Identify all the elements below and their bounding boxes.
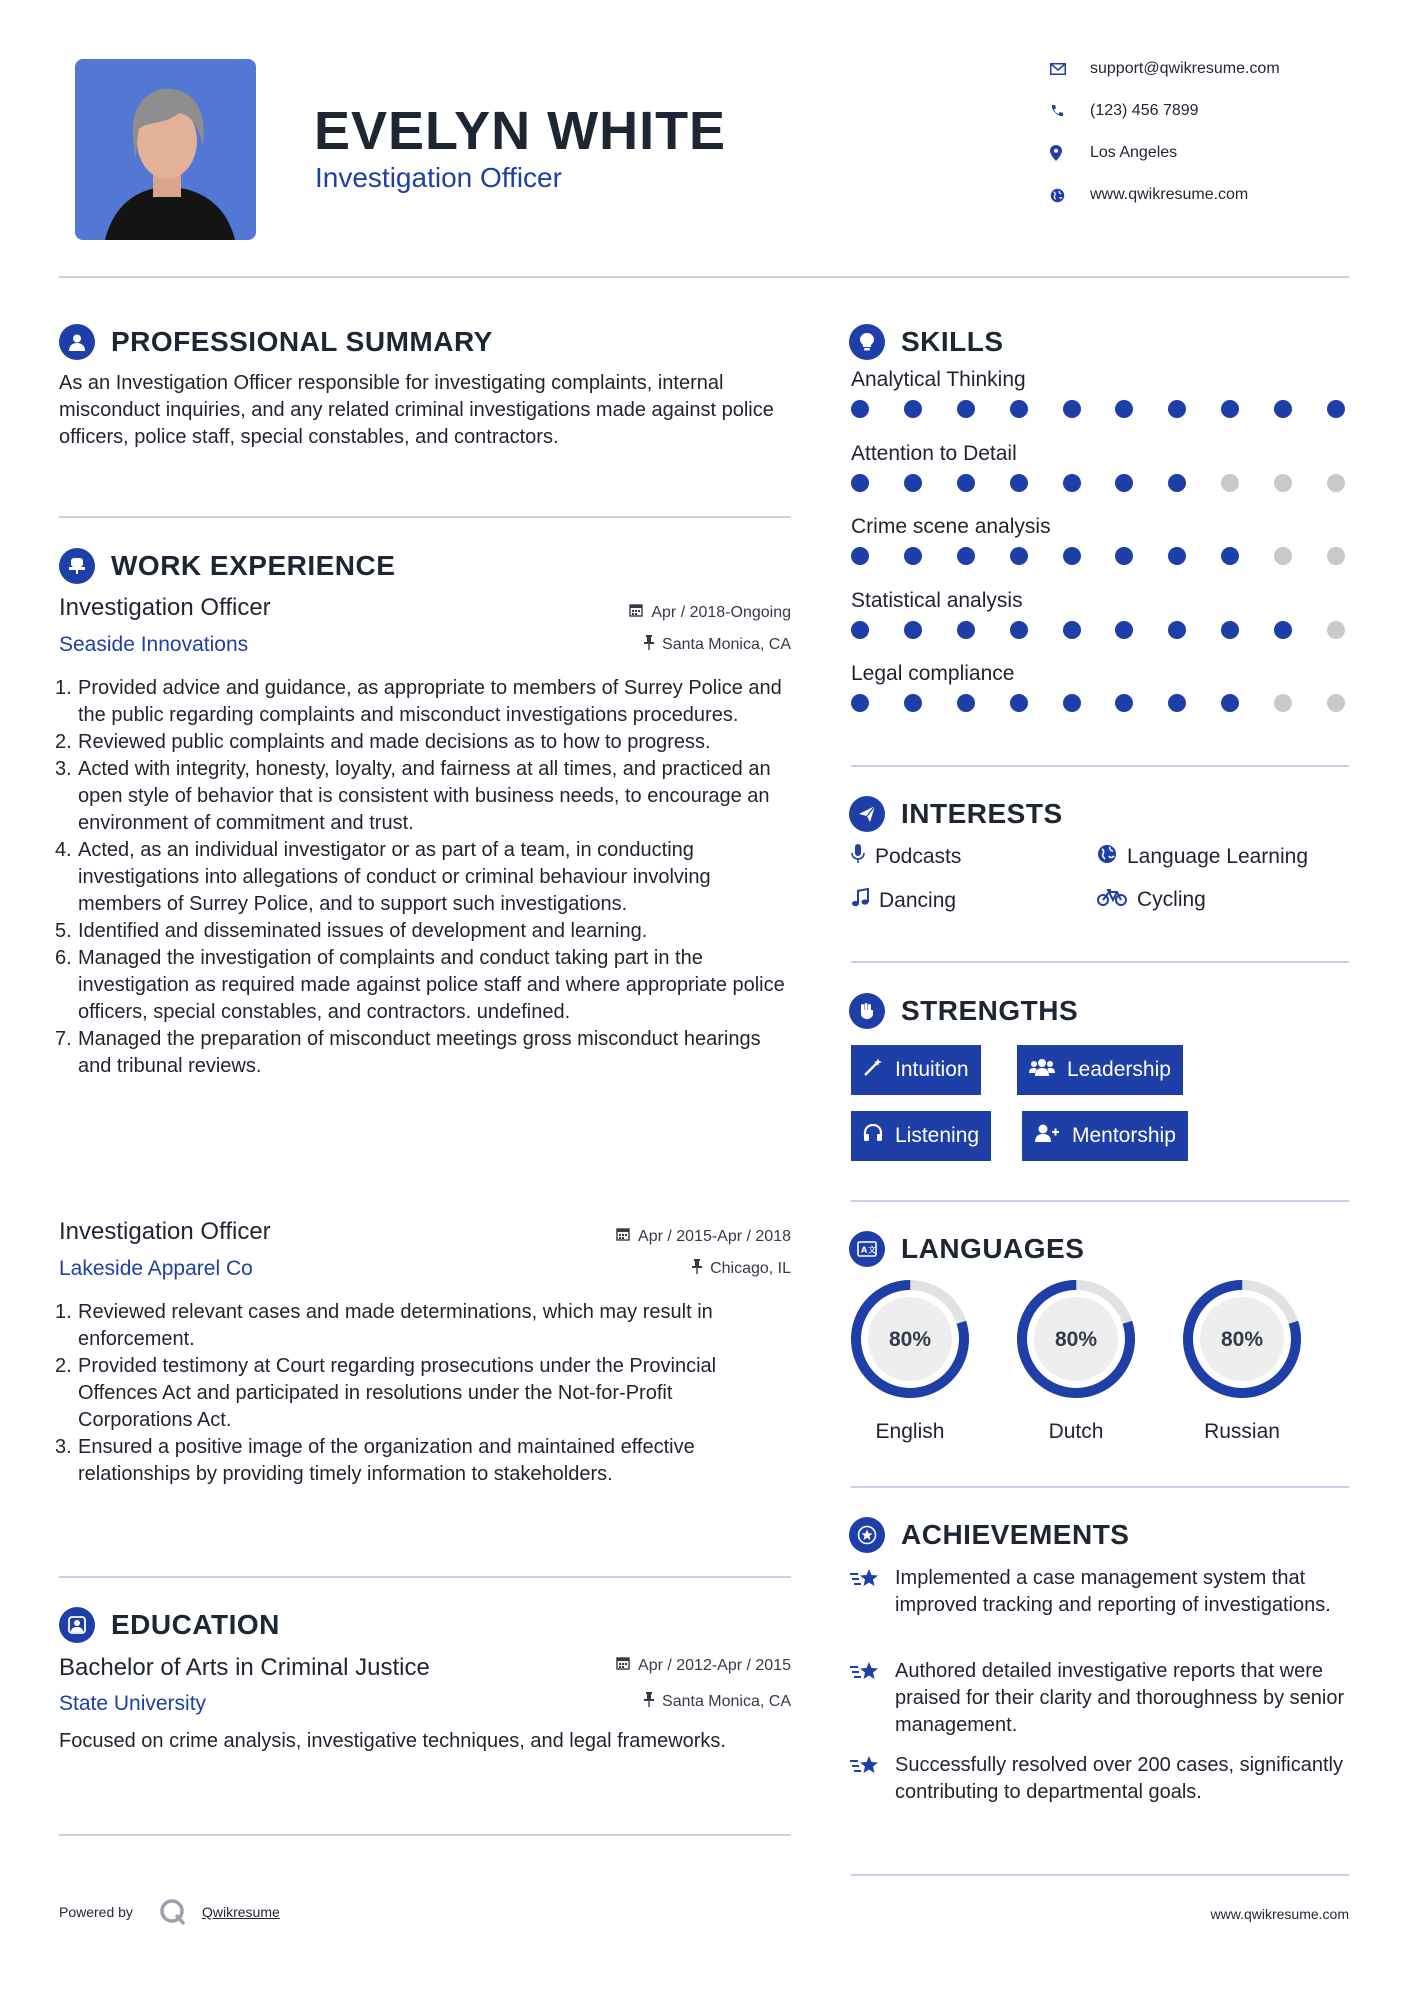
job-location [480, 635, 791, 655]
candidate-name: EVELYN WHITE [314, 101, 727, 161]
contact-email-text: support@qwikresume.com [1090, 60, 1280, 77]
education-heading [59, 1607, 280, 1643]
map-pin-icon [1050, 145, 1090, 161]
contact-website[interactable] [1050, 183, 1350, 207]
rating-dot-filled [1063, 547, 1081, 565]
header-divider [59, 276, 1349, 278]
languages-list [840, 1275, 1350, 1450]
contact-email[interactable] [1050, 57, 1350, 81]
rating-dot-filled [1010, 694, 1028, 712]
strength-badge [1022, 1111, 1188, 1161]
rating-dot-filled [904, 400, 922, 418]
skill-rating [851, 621, 1345, 639]
skill-item [851, 442, 1351, 516]
shooting-star-icon [849, 1752, 883, 1806]
job-dates-text: Apr / 2015-Apr / 2018 [638, 1227, 791, 1245]
headphones-icon [863, 1124, 883, 1148]
education-description: Focused on crime analysis, investigative techniques, and legal frameworks. [59, 1730, 726, 1752]
strength-label: Intuition [895, 1058, 969, 1081]
summary-text: As an Investigation Officer responsible for investigating complaints, internal misconduct inquiries, and any related criminal investigations made against police officers, police staff, special constables, and contractors. [59, 372, 774, 448]
rating-dot-filled [957, 621, 975, 639]
rating-dot-filled [1168, 400, 1186, 418]
briefcase-chair-icon [59, 548, 95, 584]
bicycle-icon [1097, 888, 1127, 912]
rating-dot-filled [957, 400, 975, 418]
language-name: English [875, 1420, 945, 1443]
calendar-icon [616, 1656, 630, 1675]
list-item: 1. Provided advice and guidance, as appropriate to members of Surrey Police and the public regarding complaints and misconduct investigations procedures. [55, 677, 782, 726]
skill-item [851, 368, 1351, 442]
skill-item [851, 589, 1351, 663]
strengths-divider [851, 1200, 1349, 1202]
interests-divider [851, 961, 1349, 963]
skill-rating [851, 400, 1345, 418]
skills-title: SKILLS [901, 326, 1004, 357]
skills-list [851, 368, 1351, 736]
education-location [480, 1692, 791, 1712]
rating-dot-filled [851, 621, 869, 639]
list-item: 3. Ensured a positive image of the organization and maintained effective relationships by providing timely information to stakeholders. [55, 1436, 695, 1485]
achievement-text: Authored detailed investigative reports that were praised for their clarity and thoroughness by senior management. [895, 1660, 1345, 1736]
education-dates-text: Apr / 2012-Apr / 2015 [638, 1656, 791, 1674]
list-item: 3. Acted with integrity, honesty, loyalty, and fairness at all times, and practiced an open style of behavior that is consistent with business needs, to encourage an environment of commitment and trust. [55, 758, 771, 834]
achievement-item [849, 1752, 1349, 1806]
magic-wand-icon [863, 1057, 883, 1083]
job-location-text: Santa Monica, CA [662, 636, 791, 653]
language-progress-ring [1172, 1275, 1312, 1403]
envelope-icon [1050, 63, 1090, 75]
skill-name: Analytical Thinking [851, 368, 1026, 391]
education-location-text: Santa Monica, CA [662, 1693, 791, 1710]
education-dates [480, 1656, 791, 1675]
languages-divider [851, 1486, 1349, 1488]
job-dates [480, 1227, 791, 1246]
interest-label: Language Learning [1127, 845, 1309, 868]
language-progress-ring [1006, 1275, 1146, 1403]
users-icon [1029, 1057, 1055, 1083]
interest-item [1097, 844, 1308, 870]
achievements-divider [851, 1874, 1349, 1876]
globe-icon [1097, 844, 1117, 870]
rating-dot-filled [957, 694, 975, 712]
rating-dot-filled [1010, 621, 1028, 639]
language-name: Dutch [1048, 1420, 1104, 1443]
rating-dot-filled [1063, 621, 1081, 639]
strengths-title: STRENGTHS [901, 995, 1079, 1026]
rating-dot-filled [1115, 547, 1133, 565]
rating-dot-filled [1010, 474, 1028, 492]
shooting-star-icon [849, 1658, 883, 1739]
job-title: Investigation Officer [59, 1218, 271, 1245]
skill-rating [851, 547, 1345, 565]
interest-label: Podcasts [875, 845, 962, 868]
rating-dot-filled [1168, 547, 1186, 565]
achievement-text: Implemented a case management system that improved tracking and reporting of investigations. [895, 1567, 1331, 1616]
rating-dot-empty [1327, 694, 1345, 712]
rating-dot-filled [1115, 400, 1133, 418]
language-item [840, 1275, 980, 1444]
strength-label: Leadership [1067, 1058, 1171, 1081]
rating-dot-filled [851, 474, 869, 492]
pushpin-icon [644, 1692, 654, 1712]
pushpin-icon [644, 635, 654, 655]
music-note-icon [851, 888, 869, 914]
achievement-item [849, 1565, 1349, 1619]
job-duties-list [55, 1299, 789, 1488]
footer-website[interactable]: www.qwikresume.com [1210, 1906, 1349, 1922]
interest-item [1097, 888, 1206, 912]
user-plus-icon [1034, 1123, 1060, 1149]
contact-location [1050, 141, 1350, 165]
contact-website-text: www.qwikresume.com [1090, 186, 1249, 203]
rating-dot-filled [851, 694, 869, 712]
language-item [1172, 1275, 1312, 1444]
calendar-icon [629, 603, 643, 622]
pushpin-icon [692, 1259, 702, 1279]
list-item: 6. Managed the investigation of complaints and conduct taking part in the investigation as required made against police staff and where appropriate police officers, special constables, and contractors. undefined. [55, 947, 785, 1023]
rating-dot-filled [1221, 400, 1239, 418]
summary-title: PROFESSIONAL SUMMARY [111, 326, 493, 357]
list-item: 1. Reviewed relevant cases and made determinations, which may result in enforcement. [55, 1301, 713, 1350]
rating-dot-filled [957, 547, 975, 565]
company-name: Lakeside Apparel Co [59, 1257, 253, 1280]
fist-icon [849, 993, 885, 1029]
strength-label: Mentorship [1072, 1124, 1176, 1147]
rating-dot-filled [1063, 694, 1081, 712]
rating-dot-filled [1063, 400, 1081, 418]
achievement-text: Successfully resolved over 200 cases, significantly contributing to departmental goals. [895, 1754, 1343, 1803]
rating-dot-filled [1115, 694, 1133, 712]
profile-photo [75, 59, 256, 240]
list-item: 4. Acted, as an individual investigator or as part of a team, in conducting investigations into allegations of conduct or criminal behaviour involving members of Surrey Police, and to support such investigations. [55, 839, 711, 915]
languages-heading [849, 1231, 1084, 1267]
rating-dot-filled [1115, 474, 1133, 492]
strength-badge [851, 1111, 991, 1161]
microphone-icon [851, 844, 865, 870]
experience-divider [59, 1576, 791, 1578]
rating-dot-empty [1221, 474, 1239, 492]
rating-dot-empty [1274, 694, 1292, 712]
rating-dot-filled [1327, 400, 1345, 418]
strength-badge [851, 1045, 981, 1095]
graduate-icon [59, 1607, 95, 1643]
rating-dot-empty [1327, 621, 1345, 639]
skill-name: Legal compliance [851, 662, 1015, 685]
ring-percent-label: 80% [1220, 1328, 1264, 1351]
summary-heading [59, 324, 493, 360]
svg-text:文: 文 [868, 1245, 876, 1255]
rating-dot-empty [1327, 474, 1345, 492]
rating-dot-filled [851, 547, 869, 565]
rating-dot-empty [1327, 547, 1345, 565]
translate-icon [849, 1231, 885, 1267]
job-dates-text: Apr / 2018-Ongoing [651, 603, 791, 621]
phone-icon [1050, 104, 1090, 118]
experience-heading [59, 548, 395, 584]
education-title: EDUCATION [111, 1609, 280, 1640]
strengths-heading [849, 993, 1078, 1029]
skill-rating [851, 474, 1345, 492]
skills-divider [851, 765, 1349, 767]
interest-item [851, 844, 961, 870]
rating-dot-filled [904, 621, 922, 639]
rating-dot-filled [1221, 621, 1239, 639]
skills-heading [849, 324, 1004, 360]
shooting-star-icon [849, 1565, 883, 1619]
education-divider [59, 1834, 791, 1836]
strength-badge [1017, 1045, 1183, 1095]
calendar-icon [616, 1227, 630, 1246]
contact-phone[interactable] [1050, 99, 1350, 123]
job-dates [480, 603, 791, 622]
language-item [1006, 1275, 1146, 1444]
list-item: 2. Reviewed public complaints and made decisions as to how to progress. [55, 731, 711, 753]
candidate-title: Investigation Officer [315, 162, 562, 193]
experience-title: WORK EXPERIENCE [111, 550, 396, 581]
rating-dot-filled [1063, 474, 1081, 492]
language-name: Russian [1204, 1420, 1280, 1443]
rating-dot-empty [1274, 474, 1292, 492]
skill-rating [851, 694, 1345, 712]
job-location-text: Chicago, IL [710, 1260, 791, 1277]
skill-item [851, 662, 1351, 736]
summary-divider [59, 516, 791, 518]
star-badge-icon [849, 1517, 885, 1553]
list-item: 5. Identified and disseminated issues of development and learning. [55, 920, 648, 942]
svg-text:A: A [861, 1245, 868, 1255]
rating-dot-filled [904, 474, 922, 492]
achievements-heading [849, 1517, 1129, 1553]
interests-title: INTERESTS [901, 798, 1063, 829]
contact-location-text: Los Angeles [1090, 144, 1178, 161]
rating-dot-filled [1221, 547, 1239, 565]
rating-dot-filled [904, 547, 922, 565]
achievements-title: ACHIEVEMENTS [901, 1519, 1130, 1550]
rating-dot-filled [1168, 474, 1186, 492]
globe-icon [1050, 188, 1090, 203]
rating-dot-filled [1221, 694, 1239, 712]
rating-dot-filled [1274, 400, 1292, 418]
rating-dot-filled [1274, 621, 1292, 639]
skill-item [851, 515, 1351, 589]
skill-name: Attention to Detail [851, 441, 1017, 465]
school-name: State University [59, 1692, 207, 1715]
language-progress-ring [840, 1275, 980, 1403]
rating-dot-filled [851, 400, 869, 418]
paper-plane-icon [849, 796, 885, 832]
job-location [480, 1259, 791, 1279]
powered-by-label: Powered by [59, 1904, 133, 1920]
rating-dot-filled [1168, 694, 1186, 712]
qwikresume-link[interactable]: Qwikresume [202, 1904, 280, 1920]
person-silhouette [75, 59, 256, 240]
rating-dot-empty [1274, 547, 1292, 565]
rating-dot-filled [1010, 547, 1028, 565]
qwikresume-logo [158, 1897, 188, 1932]
rating-dot-filled [1115, 621, 1133, 639]
interest-label: Dancing [879, 889, 957, 912]
degree-title: Bachelor of Arts in Criminal Justice [59, 1654, 430, 1681]
languages-title: LANGUAGES [901, 1233, 1085, 1264]
achievement-item [849, 1658, 1349, 1739]
job-duties-list [55, 675, 799, 1080]
ring-percent-label: 80% [1054, 1328, 1098, 1351]
interest-label: Cycling [1137, 888, 1206, 911]
skill-name: Crime scene analysis [851, 515, 1051, 538]
strength-label: Listening [895, 1124, 980, 1147]
job-title: Investigation Officer [59, 594, 271, 621]
contact-phone-text: (123) 456 7899 [1090, 102, 1199, 119]
interest-item [851, 888, 956, 914]
lightbulb-icon [849, 324, 885, 360]
interests-heading [849, 796, 1063, 832]
company-name: Seaside Innovations [59, 633, 249, 656]
ring-percent-label: 80% [888, 1328, 932, 1351]
rating-dot-filled [1010, 400, 1028, 418]
list-item: 7. Managed the preparation of misconduct meetings gross misconduct hearings and tribunal reviews. [55, 1028, 761, 1077]
rating-dot-filled [904, 694, 922, 712]
user-icon [59, 324, 95, 360]
list-item: 2. Provided testimony at Court regarding prosecutions under the Provincial Offences Act and participated in resolutions under the Not-for-Profit Corporations Act. [55, 1355, 717, 1431]
skill-name: Statistical analysis [851, 588, 1023, 612]
rating-dot-filled [957, 474, 975, 492]
rating-dot-filled [1168, 621, 1186, 639]
